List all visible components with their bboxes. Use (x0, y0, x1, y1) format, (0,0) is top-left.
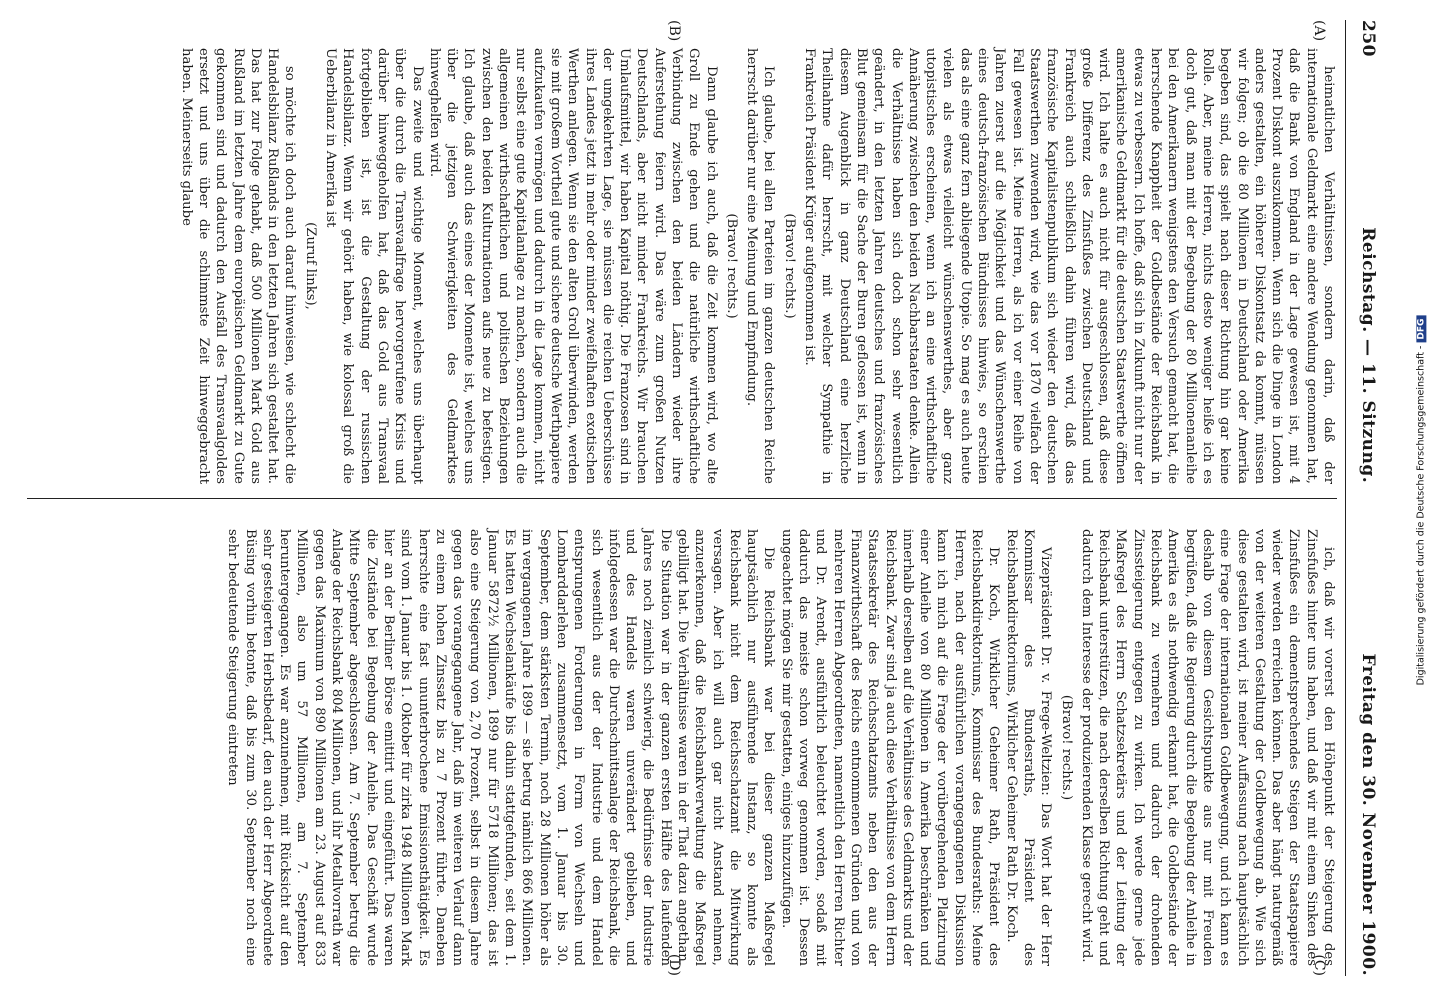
text-columns (27, 20, 1337, 976)
page-header (1345, 20, 1378, 976)
digitization-credit (1410, 0, 1432, 1000)
interjection: (Bravo! rechts.) (723, 213, 739, 319)
paragraph: Ich glaube, bei allen Parteien im ganzen deutschen Reiche herrscht darüber nur eine Meinung und Empfindung. (744, 48, 777, 484)
interjection: (Zuruf links), (302, 222, 318, 310)
paragraph: ich, daß wir vorerst den Höhepunkt der Steigerung des Zinsfußes hinter uns haben, und daß wir mit einem Sinken des Zinsfußes ein dementsprechendes Steigen der Staatspapiere wieder werden erreichen können. Das aber hängt naturgemäß von der weiteren Gestaltung der Goldbewegung ab. Wie sich diese gestalten wird, ist meiner Auffassung nach hauptsächlich eine Frage der internationalen Goldbewegung, und ich kann es deshalb von diesem Gesichtspunkte aus nur mit Freuden begrüßen, daß die Regierung durch die Begebung der Anleihe in Amerika es als nothwendig erkannt hat, die Goldbestände der Reichsbank zu vermehren und dadurch der drohenden Zinssteigerung entgegen zu wirken. Ich werde gerne jede Maßregel des Herrn Schatzsekretärs und der Leitung der Reichsbank unterstützen, die nach derselben Richtung geht und dadurch dem Interesse der produzierenden Klasse gerecht wird. (1078, 529, 1336, 966)
interjection: (Bravo! rechts.) (781, 213, 797, 319)
paragraph: Dann glaube ich auch, daß die Zeit kommen wird, wo alte Groll zu Ende gehen und die natürliche wirthschaftliche Verbindung zwischen den beiden Ländern wieder ihre Auferstehung feiern wird. Das wäre zum großen Nutzen Deutschlands, aber nicht minder Frankreichs. Wir brauchen Umlaufsmittel, wir haben Kapital nöthig. Die Franzosen sind in der umgekehrten Lage, sie müssen die reichen Ueberschüsse ihres Landes jetzt in mehr oder minder zweifelhaften exotischen Werthen anlegen. Wenn sie den alten Groll überwinden, werden sie mit großem Vortheil gute und sichere deutsche Werthpapiere aufzukaufen vermögen und dadurch in die Lage kommen, nicht nur selbst eine gute Kapitalanlage zu machen, sondern auch die allgemeinen wirthschaftlichen und politischen Beziehungen zwischen den beiden Kulturnationen aufs neue zu befestigen. Ich glaube, daß auch das eines der Momente ist, welches uns über die jetzigen Schwierigkeiten des Geldmarktes hinweghelfen wird. (426, 48, 719, 484)
interjection: (Bravo! rechts.) (1058, 694, 1074, 801)
paragraph: so möchte ich doch auch darauf hinweisen, wie schlecht die Handelsbilanz Rußlands in den letzten Jahren sich gestaltet hat. Das hat zur Folge gehabt, daß 500 Millionen Mark Gold aus Rußland im letzten Jahre dem europäischen Geldmarkt zu Gute gekommen sind und dadurch den Ausfall des Transvaalgoldes ersetzt und uns über die schlimmste Zeit hinweggebracht haben. Meinerseits glaube (178, 48, 298, 484)
margin-marker-c: (C) (1311, 954, 1327, 976)
session-title: Reichstag. — 11. Sitzung. (1358, 227, 1378, 484)
right-column (27, 498, 1337, 976)
paragraph: heimatlichen Verhältnissen, sondern darin, daß der internationale Geldmarkt eine andere Wendung genommen hat, daß die Bank von England in der Lage gewesen ist, mit 4 Prozent Diskont auszukommen. Wenn sich die Dinge in London anders gestalten, ein höherer Diskontsatz da kommt, müssen wir folgen; ob die 80 Millionen in Deutschland oder Amerika begeben sind, das spielt nach dieser Richtung hin gar keine Rolle. Aber, meine Herren, nichts desto weniger heiße ich es doch gut, daß man mit der Begebung der 80 Millionenanleihe bei den Amerikanern wenigstens den Versuch gemacht hat, die herrschende Knappheit der Goldbestände der Reichsbank in etwas zu verbessern. Ich hoffe, daß sich in Zukunft nicht nur der amerikanische Geldmarkt für die deutschen Staatswerthe öffnen wird. Ich halte es auch nicht für ausgeschlossen, daß diese große Differenz des Zinsfußes zwischen Deutschland und Frankreich auch schließlich dahin führen wird, daß das französische Kapitalistenpublikum sich wieder den deutschen Staatswerthen zuwenden wird, wie das vor 1870 vielfach der Fall gewesen ist. Meine Herren, als ich vor einer Reihe von Jahren zuerst auf die Möglichkeit und das Wünschenswerthe eines deutsch-französischen Bündnisses hinwies, so erschien das als eine ganz fern abliegende Utopie. So mag es auch heute vielen als etwas vielleicht wünschenswerthes, aber ganz utopistisches erscheinen, wenn ich an eine wirthschaftliche Annäherung zwischen den beiden Nachbarstaaten denke. Allein die Verhältnisse haben sich doch schon sehr wesentlich geändert, in den letzten Jahren deutsches und französisches Blut gemeinsam für die Sache der Buren geflossen ist, wenn in diesem Augenblick in ganz Deutschland eine herzliche Theilnahme dafür herrscht, mit welcher Sympathie in Frankreich Präsident Krüger aufgenommen ist. (802, 48, 1336, 484)
dfg-logo: DFG (1417, 315, 1427, 342)
page-number: 250 (1358, 20, 1378, 57)
margin-marker-d: (D) (666, 953, 682, 976)
left-column (27, 20, 1337, 498)
margin-marker-b: (B) (666, 20, 682, 42)
paragraph: Vizepräsident Dr. v. Frege-Weltzien: Das Wort hat der Herr Kommissar des Bundesraths, Präsident des Reichsbankdirektoriums, Wirklicher Geheimer Rath Dr. Koch. (1003, 529, 1054, 966)
margin-marker-a: (A) (1311, 20, 1327, 42)
credit-text: Digitalisierung gefördert durch die Deutsche Forschungsgemeinschaft - (1415, 345, 1427, 685)
session-date: Freitag den 30. November 1900. (1358, 653, 1378, 976)
paragraph: Dr. Koch, Wirklicher Geheimer Rath, Präsident des Reichsbankdirektoriums, Kommissar des Bundesraths: Meine Herren, nach der ausführlichen vorangegangenen Diskussion kann ich mich auf die Frage der vorübergehenden Platzirung einer Anleihe von 80 Millionen in Amerika beschränken und innerhalb derselben auf die Verhältnisse des Geldmarkts und der Reichsbank. Zwar sind ja auch diese Verhältnisse von dem Herrn Staatssekretär des Reichsschatzamts neben den aus der Finanzwirthschaft des Reichs entnommenen Gründen und von mehreren Herren Abgeordneten, namentlich den Herren Richter und Dr. Arendt, ausführlich beleuchtet worden, sodaß mit dadurch das meiste schon vorweg genommen ist. Dessen ungeachtet mögen Sie mir gestatten, einiges hinzuzufügen. (778, 529, 1002, 966)
paragraph: Das zweite und wichtige Moment, welches uns überhaupt über die durch die Transvaalfrage hervorgerufene Krisis und darüber hinweggeholfen hat, daß das Gold aus Transvaal fortgeblieben ist, ist die Gestaltung der russischen Handelsbilanz. Wenn wir gehört haben, wie kolossal groß die Ueberbilanz in Amerika ist (323, 48, 425, 484)
paragraph: Die Reichsbank war bei dieser ganzen Maßregel hauptsächlich nur ausführende Instanz, so konnte als Reichsbank nicht dem Reichsschatzamt die Mitwirkung versagen. Aber ich will auch gar nicht Anstand nehmen, anzuerkennen, daß die Reichsbankverwaltung die Maßregel gebilligt hat. Die Verhältnisse waren in der That dazu angethan. Die Situation war in der ganzen ersten Hälfte des laufenden Jahres noch ziemlich schwierig, die Bedürfnisse der Industrie und des Handels waren unverändert geblieben, und infolgedessen war die Durchschnittsanlage der Reichsbank, die sich wesentlich aus der der Industrie und dem Handel entsprungenen Forderungen in Form von Wechseln und Lombarddarlehen zusammensetzt, vom 1. Januar bis 30. September, dem stärksten Termin, noch 28 Millionen höher als im vergangenen Jahre 1899 — sie betrug nämlich 866 Millionen. Es hatten Wechselankäufe bis dahin stattgefunden, seit dem 1. Januar 5872½ Millionen, 1899 nur für 5718 Millionen; das ist also eine Steigerung von 2,70 Prozent, selbst in diesem Jahre gegen das vorangegangene Jahr, daß im weiteren Verlauf dann zu einem hohen Zinssatz bis zu 7 Prozent führte. Daneben herrschte eine fast ununterbrochene Emissionsthätigkeit. Es sind vom 1. Januar bis 1. Oktober für zirka 1948 Millionen Mark hier an der Berliner Börse emittirt und eingeführt. Das waren die Zustände bei Begebung der Anleihe. Das Geschäft wurde Mitte September abgeschlossen. Am 7. September betrug die Anlage der Reichsbank 804 Millionen, und ihr Metallvorrath war gegen das Maximum von 890 Millionen am 23. August auf 833 Millionen, also um 57 Millionen, am 7. September heruntergegangen. Es war anzunehmen, mit Rücksicht auf den sehr gesteigerten Herbstbedarf, den auch der Herr Abgeordnete Büsing vorhin betonte, daß bis zum 30. September noch eine sehr bedeutende Steigerung eintreten (225, 529, 777, 966)
